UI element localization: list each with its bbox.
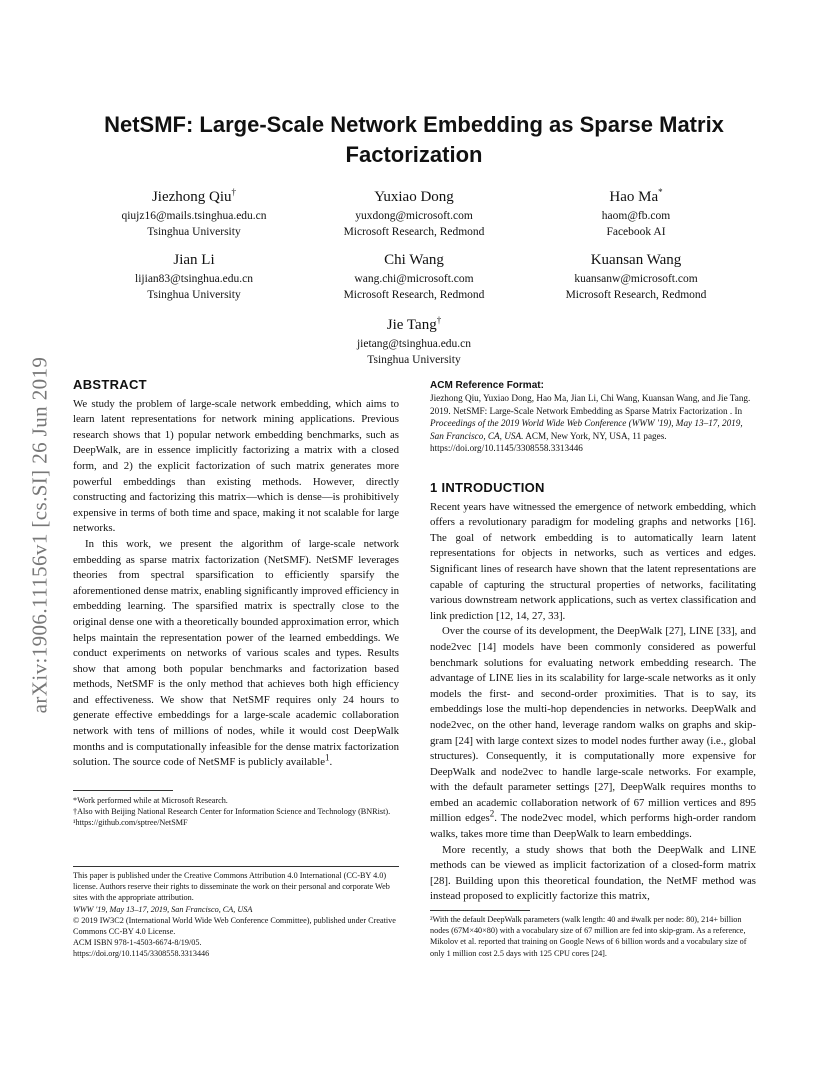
author-affiliation: Microsoft Research, Redmond [343,226,485,238]
author-block [516,187,756,240]
author-affiliation: Microsoft Research, Redmond [343,289,485,301]
doi-text: https://doi.org/10.1145/3308558.3313446 [73,949,210,959]
author-email: yuxdong@microsoft.com [355,210,473,222]
author-name: Yuxiao Dong [374,189,454,205]
author-email: lijian83@tsinghua.edu.cn [135,273,253,285]
footnote-rule [73,790,173,791]
license-text: This paper is published under the Creative Commons Attribution 4.0 International (CC-BY 4.0) license. Authors reserve their rights to disseminate the work on their personal and corporate Web sites with the appropriate attribution. [73,871,390,903]
arxiv-stamp [20,300,60,770]
intro-paragraph: Recent years have witnessed the emergence of network embedding, which offers a revolutionary paradigm for modeling graphs and networks [16]. The goal of network embedding is to automatically learn latent representations for objects in networks, such as vertices and edges. Significant lines of research have shown that the latent representations are capable of capturing the structural properties of networks, facilitating various downstream network applications, such as vertex classification and link prediction [12, 14, 27, 33]. [430,500,756,622]
author-email: haom@fb.com [601,210,671,222]
author-email: jietang@tsinghua.edu.cn [356,338,472,350]
abstract-paragraph: In this work, we present the algorithm of large-scale network embedding as sparse matrix factorization (NetSMF). NetSMF leverages theories from spectral sparsification to efficiently sparsify the aforementioned dense matrix, enabling significantly improved efficiency in embedding learning. The sparsified matrix is spectrally close to the original dense one with a theoretically bounded approximation error, which helps maintain the representation power of the learned embeddings. We conduct experiments on networks of various scales and types. Results show that among both popular benchmarks and factorization based methods, NetSMF is the only method that achieves both high efficiency and effectiveness. We show that NetSMF requires only 24 hours to generate effective embeddings for a large-scale academic collaboration network with tens of millions of nodes, while it would cost DeepWalk months and is computationally infeasible for the dense matrix factorization solution. The source code of NetSMF is publicly available$^1$. [73,537,399,769]
isbn-text: ACM ISBN 978-1-4503-6674-8/19/05. [73,938,202,948]
license-block [73,870,399,960]
author-affiliation: Facebook AI [606,226,666,238]
author-name: Jie Tang† [386,315,442,333]
intro-paragraph: More recently, a study shows that both the DeepWalk and LINE methods can be viewed as implicit factorization of a closed-form matrix [28]. Building upon this theoretical foundation, the NetMF method was instead proposed to explicitly factorize this matrix, [430,843,756,903]
conference-line: WWW '19, May 13–17, 2019, San Francisco, CA, USA [73,904,253,914]
footnote: ²With the default DeepWalk parameters (walk length: 40 and #walk per node: 80), 214+ billion nodes (67M×40×80) with a vocabulary size of 67 million are fed into skip-gram. As a reference, Mikolov et al. reported that training on Google News of 6 billion words and a vocabulary size of only 1 million cost 2.5 days with 125 CPU cores [24]. [430,915,747,958]
intro-paragraph: Over the course of its development, the DeepWalk [27], LINE [33], and node2vec [14] models have been commonly considered as powerful benchmark solutions for evaluating network embedding research. The advantage of LINE lies in its scalability for large-scale networks as it only models the first- and second-order proximities. That is to say, its embeddings lose the multi-hop dependencies in networks. DeepWalk and node2vec, on the other hand, leverage random walks on graphs and skip-gram [24] with large context sizes to model nodes further away (i.e., global structures). Consequently, it is computationally more expensive for DeepWalk and node2vec to handle large-scale networks. For example, with the default parameter settings [27], DeepWalk requires months to embed an academic collaboration network of 67 million vertices and 895 million edges$^2$. The node2vec model, which performs high-order random walks, takes more time than DeepWalk to learn embeddings. [430,625,756,841]
author-name: Jiezhong Qiu† [151,187,237,205]
footnotes [73,795,399,829]
author-name: Kuansan Wang [590,252,682,268]
copyright-text: © 2019 IW3C2 (International World Wide Web Conference Committee), published under Creative Commons CC-BY 4.0 License. [73,915,396,937]
author-name: Hao Ma* [609,187,663,205]
author-email: kuansanw@microsoft.com [574,273,698,285]
acm-reference-heading: ACM Reference Format: [430,380,544,391]
acm-reference-text: Jiezhong Qiu, Yuxiao Dong, Hao Ma, Jian Li, Chi Wang, Kuansan Wang, and Jie Tang. 2019. NetSMF: Large-Scale Network Embedding as Sparse Matrix Factorization . In Proceedings of the 2019 World Wide Web Conference (WWW '19), May 13–17, 2019, San Francisco, CA, USA. ACM, New York, NY, USA, 11 pages. https://doi.org/10.1145/3308558.3313446 [430,393,751,454]
footnote: *Work performed while at Microsoft Research. [73,796,228,805]
abstract-section [73,377,399,771]
abstract-paragraph: We study the problem of large-scale network embedding, which aims to learn latent representations for network mining applications. Previous research shows that 1) popular network embedding benchmarks, such as DeepWalk, are in essence implicitly factorizing a matrix with a closed form, and 2) the explicit factorization of such matrix generates more powerful embeddings than existing methods. However, directly constructing and factorizing this matrix—which is dense—is prohibitively expensive in terms of both time and space, making it not scalable for large networks. [73,397,399,535]
author-block [74,187,314,240]
footnote: †Also with Beijing National Research Center for Information Science and Technology (BNRist). [73,807,391,817]
author-block [294,315,534,368]
author-block [294,187,534,240]
introduction-section [430,480,756,905]
author-affiliation: Tsinghua University [147,226,241,238]
section-heading: 1 INTRODUCTION [430,480,545,495]
author-block [294,250,534,303]
footnote-rule [430,910,530,911]
author-affiliation: Microsoft Research, Redmond [565,289,707,301]
paper-title: NetSMF: Large-Scale Network Embedding as Sparse Matrix Factorization [104,112,724,167]
acm-reference [430,380,756,454]
author-email: wang.chi@microsoft.com [354,273,474,285]
author-name: Chi Wang [384,252,444,268]
arxiv-identifier: arXiv:1906.11156v1 [cs.SI] 26 Jun 2019 [27,356,52,714]
author-affiliation: Tsinghua University [367,354,461,366]
author-affiliation: Tsinghua University [147,289,241,301]
section-heading: ABSTRACT [73,377,147,392]
footnote: ¹https://github.com/sptree/NetSMF [73,818,188,828]
author-block [516,250,756,303]
license-rule [73,866,399,867]
author-email: qiujz16@mails.tsinghua.edu.cn [121,210,267,222]
author-name: Jian Li [173,252,215,268]
author-block [74,250,314,303]
